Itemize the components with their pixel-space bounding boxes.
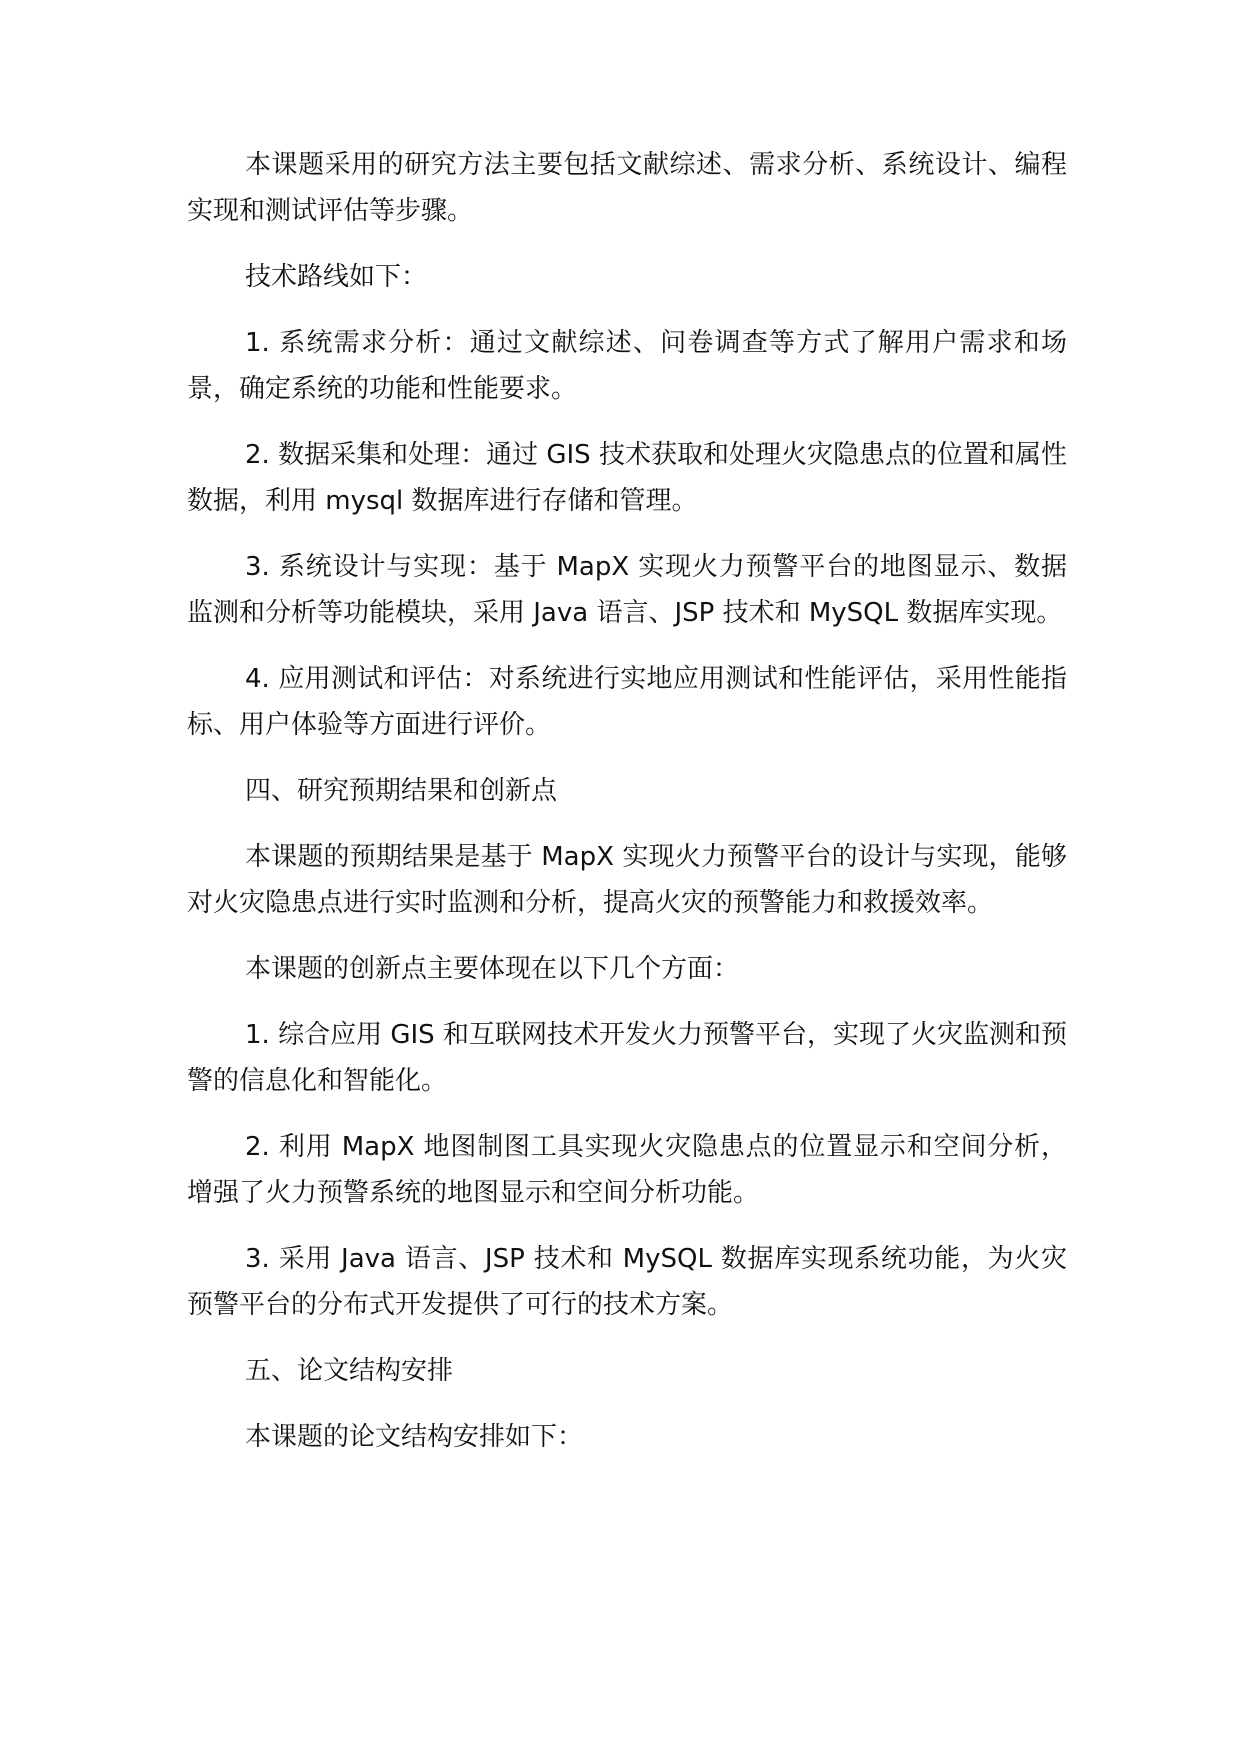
paragraph-structure-intro: 本课题的论文结构安排如下： (245, 1422, 584, 1452)
paragraph-step-1: 1. 系统需求分析：通过文献综述、问卷调查等方式了解用户需求和场景，确定系统的功能和性能要求。 (187, 328, 1067, 404)
document-body (187, 142, 1067, 1480)
paragraph-step-4: 4. 应用测试和评估：对系统进行实地应用测试和性能评估，采用性能指标、用户体验等方面进行评价。 (187, 664, 1067, 740)
paragraph-innovations-intro: 本课题的创新点主要体现在以下几个方面： (245, 954, 740, 984)
paragraph-expected-results: 本课题的预期结果是基于 MapX 实现火力预警平台的设计与实现，能够对火灾隐患点进行实时监测和分析，提高火灾的预警能力和救援效率。 (187, 842, 1067, 918)
paragraph-innovation-2: 2. 利用 MapX 地图制图工具实现火灾隐患点的位置显示和空间分析，增强了火力预警系统的地图显示和空间分析功能。 (187, 1132, 1067, 1208)
paragraph-innovation-3: 3. 采用 Java 语言、JSP 技术和 MySQL 数据库实现系统功能，为火灾预警平台的分布式开发提供了可行的技术方案。 (187, 1244, 1067, 1320)
paragraph-step-3: 3. 系统设计与实现：基于 MapX 实现火力预警平台的地图显示、数据监测和分析等功能模块，采用 Java 语言、JSP 技术和 MySQL 数据库实现。 (187, 552, 1067, 628)
paragraph-step-2: 2. 数据采集和处理：通过 GIS 技术获取和处理火灾隐患点的位置和属性数据，利用 mysql 数据库进行存储和管理。 (187, 440, 1067, 516)
paragraph-tech-route-intro: 技术路线如下： (245, 262, 428, 292)
section-heading-5: 五、论文结构安排 (245, 1356, 454, 1386)
paragraph-innovation-1: 1. 综合应用 GIS 和互联网技术开发火力预警平台，实现了火灾监测和预警的信息化和智能化。 (187, 1020, 1067, 1096)
section-heading-4: 四、研究预期结果和创新点 (245, 776, 558, 806)
paragraph-methods: 本课题采用的研究方法主要包括文献综述、需求分析、系统设计、编程实现和测试评估等步骤。 (187, 150, 1067, 226)
